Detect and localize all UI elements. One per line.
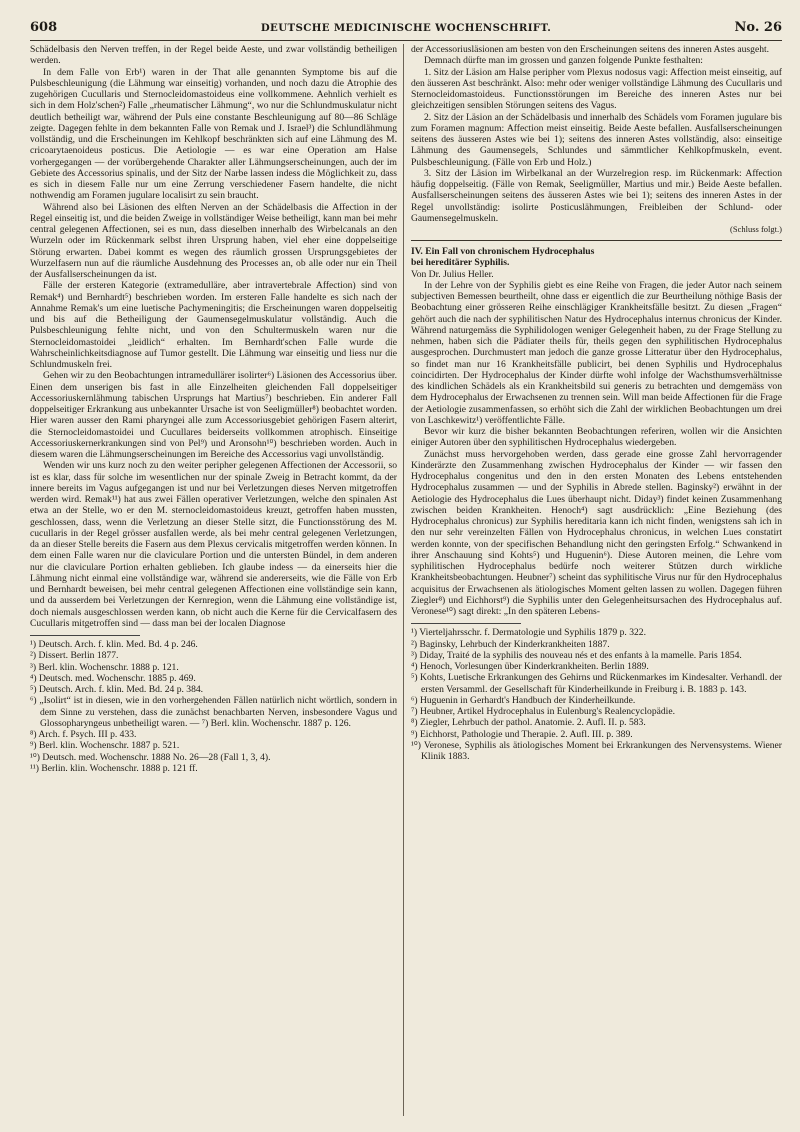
article-title-line-2: bei hereditärer Syphilis. bbox=[411, 257, 510, 269]
list-item: 3. Sitz der Läsion im Wirbelkanal an der Wurzelregion resp. im Rückenmark: Affection häufig doppelseitig. (Fälle von Remak, Seeligmüller, Martius und mir.) Beide Aeste befallen. Ausfallserscheinungen seitens des äusseren Astes wie bei 1); seitens des inneren Astes in der Regel unvollständig: isolirte Posticuslähmungen, Freibleiben der Schlund- oder Gaumensegelmuskeln. bbox=[411, 167, 782, 224]
article-rule bbox=[411, 240, 782, 241]
article-author: Von Dr. Julius Heller. bbox=[411, 268, 494, 280]
footnote: ⁹) Berl. klin. Wochenschr. 1887 p. 521. bbox=[30, 740, 180, 752]
paragraph: Schädelbasis den Nerven treffen, in der Regel beide Aeste, und zwar vollständig betheiligen werden. bbox=[30, 44, 397, 67]
continuation-note: (Schluss folgt.) bbox=[730, 224, 782, 234]
footnote: ⁵) Kohts, Luetische Erkrankungen des Gehirns und Rückenmarkes im Kindesalter. Verhandl. der ersten Versamml. der Gesellschaft für Kinderheilkunde in Freiburg i. B. 1883 p. 143. bbox=[411, 672, 782, 695]
paragraph: Bevor wir kurz die bisher bekannten Beobachtungen referiren, wollen wir die Ansichten einiger Autoren über den syphilitischen Hydrocephalus wiedergeben. bbox=[411, 426, 782, 449]
list-item: 1. Sitz der Läsion am Halse peripher vom Plexus nodosus vagi: Affection meist einseitig, auf den äusseren Ast beschränkt. Also: mehr oder weniger vollständige Lähmung des Cucullaris und Sternocleidomastoideus. Functionsstörungen im Bereiche des inneren Astes nur bei gleichzeitigen sensiblen Störungen seitens des Vagus. bbox=[411, 66, 782, 112]
paragraph: Während also bei Läsionen des elften Nerven an der Schädelbasis die Affection in der Regel einseitig ist, und die beiden Zweige in vollständiger Weise betheiligt, kann man bei mehr central gelegenen Affectionen, sei es nun, dass dieselben innerhalb des Wirbelcanals an den Wurzeln oder im Rückenmark selbst ihren Ursprung haben, viel eher eine doppelseitige Störung erwarten. Dabei kommt es wegen des räumlich grossen Ursprungsgebietes der Wurzelfasern nun auf die räumliche Ausdehnung des Processes an, ob alle oder nur ein Theil der Ausfallserscheinungen da ist. bbox=[30, 201, 397, 280]
footnote: ³) Berl. klin. Wochenschr. 1888 p. 121. bbox=[30, 661, 179, 673]
footnote: ⁹) Eichhorst, Pathologie und Therapie. 2. Aufl. III. p. 389. bbox=[411, 728, 633, 740]
footnote: ⁴) Deutsch. med. Wochenschr. 1885 p. 469. bbox=[30, 672, 196, 684]
footnote: ⁸) Ziegler, Lehrbuch der pathol. Anatomie. 2. Aufl. II. p. 583. bbox=[411, 717, 646, 729]
footnote: ¹) Vierteljahrsschr. f. Dermatologie und Syphilis 1879 p. 322. bbox=[411, 627, 647, 639]
paragraph: In dem Falle von Erb¹) waren in der That alle genannten Symptome bis auf die Pulsbeschleunigung (die Lähmung war einseitig) vorhanden, und noch dazu die Atrophie des zugehörigen Cucullaris und Sternocleidomastoideus eine vollkommene. Aehnlich verhielt es sich in dem Holz'schen²) Falle „rheumatischer Lähmung“, wo nur die Schlundmuskulatur nicht deutlich betheiligt war, während der Puls eine constante Beschleunigung auf 80—86 Schläge zeigte. Dagegen fehlte in dem bekannten Falle von Remak und J. Israel³) die Schlundlähmung vollständig, und die Erscheinungen im Kehlkopf beschränkten sich auf eine Lähmung des M. cricoarytaenoideus posticus. Die Aetiologie — es war eine Operation am Halse vorhergegangen — der vorübergehende Charakter aller Lähmungserscheinungen, auch der im Gebiete des Accessorius spinalis, und der Sitz der Narbe lassen indess die Möglichkeit zu, dass es sich in diesem Falle nur um eine Zerrung verschiedener Fasern handelte, die nicht nothwendig am Foramen jugulare localisirt zu sein braucht. bbox=[30, 66, 397, 202]
footnote: ⁶) „Isolirt“ ist in diesen, wie in den vorhergehenden Fällen natürlich nicht wörtlich, sondern in dem Sinne zu verstehen, dass die zunächst benachbarten Nerven, insbesondere Vagus und Glossopharyngeus unbetheiligt waren. — ⁷) Berl. klin. Wochenschr. 1887 p. 126. bbox=[30, 695, 397, 729]
list-item: 2. Sitz der Läsion an der Schädelbasis und innerhalb des Schädels vom Foramen jugulare bis zum Foramen magnum: Affection meist einseitig. Beide Aeste befallen. Ausfallserscheinungen seitens des äusseren Astes wie bei 1); seitens des inneren Astes vollständig, also: einseitige Lähmung des Gaumensegels, Schlundes und sämmtlicher Kehlkopfmuskeln, event. Pulsbeschleunigung. (Fälle von Erb und Holz.) bbox=[411, 111, 782, 168]
right-column bbox=[411, 44, 782, 1124]
footnote: ⁵) Deutsch. Arch. f. klin. Med. Bd. 24 p. 384. bbox=[30, 684, 204, 695]
paragraph: Demnach dürfte man im grossen und ganzen folgende Punkte festhalten: bbox=[424, 55, 703, 67]
footnote: ¹⁰) Veronese, Syphilis als ätiologisches Moment bei Erkrankungen des Nervensystems. Wiener Klinik 1883. bbox=[411, 739, 782, 762]
paragraph: Zunächst muss hervorgehoben werden, dass gerade eine grosse Zahl hervorragender Kinderärzte den Zusammenhang zwischen Hydrocephalus der Kinder — wir fassen den Hydrocephalus congenitus und den in den ersten Monaten des Lebens entstehenden Hydrocephalus zusammen — und der Syphilis in Abrede stellen. Baginsky²) erwähnt in der Aetiologie des Hydrocephalus die Lues überhaupt nicht. Diday³) findet keinen Zusammenhang zwischen beiden Krankheiten. Henoch⁴) sagt ausdrücklich: „Eine Beziehung (des Hydrocephalus chronicus) zur Syphilis hereditaria kann ich nicht finden, wenigstens sah ich in den nur sehr vereinzelten Fällen von Hydrocephalus chronicus, in welchen Lues constatirt werden konnte, von der specifischen Behandlung nicht den geringsten Erfolg.“ Schwankend in ihrer Anschauung sind Kohts⁵) und Huguenin⁶). Diese Autoren meinen, die Lehre vom syphilitischen Hydrocephalus bedürfe noch weiterer Stützen durch wirkliche Krankheitsbeobachtungen. Heubner⁷) scheint das syphilitische Virus nur für den Hydrocephalus acquisitus der Erwachsenen als ätiologisches Moment gelten lassen zu wollen. Dagegen führen Ziegler⁸) und Eichhorst⁹) die Syphilis unter den Gelegenheitsursachen des Hydrocephalus auf. Veronese¹⁰) sagt direkt: „In den späteren Lebens- bbox=[411, 448, 782, 617]
footnotes bbox=[30, 639, 397, 774]
footnote: ²) Dissert. Berlin 1877. bbox=[30, 650, 119, 662]
column-divider bbox=[403, 44, 404, 1116]
paragraph: In der Lehre von der Syphilis giebt es eine Reihe von Fragen, die jeder Autor nach seinem subjectiven Bemessen beurtheilt, ohne dass er eigentlich die zur Beurtheilung nöthige Basis der Beobachtung einer grösseren Reihe einschlägiger Krankheitsfälle besitzt. Zu diesen „Fragen“ gehört auch die nach der syphilitischen Natur des Hydrocephalus internus chronicus der Kinder. Während naturgemäss die Syphilidologen weniger Gelegenheit haben, zu der Frage Stellung zu nehmen, haben sich die Pädiater theils für, theils gegen den syphilitischen Hydrocephalus ausgesprochen. Durchmustert man jedoch die ganze grosse Litteratur über den Hydrocephalus, so findet man nur 16 Krankheitsfälle publicirt, bei denen Syphilis und Hydrocephalus coincidirten. Der Hydrocephalus der Kinder dürfte wohl infolge der Wachsthumsverhältnisse des kindlichen Schädels als ein Krankheitsbild sui generis zu betrachten und demgemäss von dem Hydrocephalus der Erwachsenen zu trennen sein. Will man beide Affectionen für die Frage der Aetiologie zusammenfassen, so erhöht sich die Zahl der wirklichen Beobachtungen um drei von Laschkewitz¹) veröffentlichte Fälle. bbox=[411, 279, 782, 426]
footnote: ¹⁰) Deutsch. med. Wochenschr. 1888 No. 26—28 (Fall 1, 3, 4). bbox=[30, 751, 271, 763]
footnote: ³) Diday, Traité de la syphilis des nouveau nés et des enfants à la mamelle. Paris 1854. bbox=[411, 649, 742, 661]
header-rule bbox=[30, 40, 782, 41]
page-number: 608 bbox=[30, 20, 58, 35]
page-header bbox=[30, 20, 782, 38]
footnote: ⁴) Henoch, Vorlesungen über Kinderkrankheiten. Berlin 1889. bbox=[411, 661, 649, 672]
journal-title: DEUTSCHE MEDICINISCHE WOCHENSCHRIFT. bbox=[260, 22, 552, 34]
paragraph: Fälle der ersteren Kategorie (extramedulläre, aber intravertebrale Affection) sind von Remak⁴) und Bernhardt⁵) beschrieben worden. Im ersteren Falle handelte es sich nach der Annahme Remak's um eine luetische Pachymeningitis; die Erscheinungen waren doppelseitig und bis auf die Betheiligung der Gaumensegelmuskulatur vollständig. Auch die Pulsbeschleunigung fehlte nicht, und von den Schultermuskeln waren nur die Sternocleidomastoidei „leidlich“ erhalten. Im Bernhardt'schen Falle wurde die Wahrscheinlichkeitsdiagnose auf Tumor gestellt. Die Lähmung war einseitig und liess nur die Schlundmuskeln frei. bbox=[30, 280, 397, 370]
issue-number: No. 26 bbox=[734, 20, 782, 35]
article-title-line-1: IV. Ein Fall von chronischem Hydrocephalus bbox=[411, 246, 595, 257]
paragraph: Wenden wir uns kurz noch zu den weiter peripher gelegenen Affectionen der Accessorii, so ist es klar, dass für solche im wesentlichen nur der spinale Zweig in Betracht kommt, da der innere bereits im Vagus aufgegangen ist und nur bei Verletzungen dieses Nerven mitgetroffen werden wird. Remak¹¹) hat aus zwei Fällen operativer Verletzungen, welche den spinalen Ast etwa an der Stelle, wo er den M. sternocleidomastoideus kreuzt, getroffen haben mussten, geschlossen, dass, wenn die Verletzung an dieser Stelle sitzt, die Functionsstörung des M. cucullaris in der Regel grösser ausfallen werde, als bei mehr central gelegenen Verletzungen, da an dieser Stelle bereits die Fasern aus dem Plexus cervicalis mitgetroffen werden können. In dem einen Falle waren nur die claviculare Portion und die untersten Bündel, in dem anderen nur die claviculare Portion erhalten geblieben. Ich glaube indess — da einerseits hier die Lähmung nicht einmal eine vollständige war, während sie andererseits, wie die Fälle von Erb und Bernhardt beweisen, bei mehr central gelegenen Affectionen eine vollständige sein kann, und da ausserdem bei Verletzungen der Kernregion, wenn die Lähmung eine vollständige ist, doch niemals ausgeschlossen werden kann, ob nicht auch die Kerne für die Cervicalfasern des Cucullaris mitgetroffen sind — dass man bei der localen Diagnose bbox=[30, 460, 397, 629]
left-column bbox=[30, 44, 397, 1124]
footnote: ¹) Deutsch. Arch. f. klin. Med. Bd. 4 p. 246. bbox=[30, 639, 198, 650]
paragraph: Gehen wir zu den Beobachtungen intramedullärer isolirter⁶) Läsionen des Accessorius über. Einen dem unserigen bis fast in alle Einzelheiten gleichenden Fall doppelseitiger Accessoriuskernlähmung tabischen Ursprungs hat Martius⁷) beschrieben. Ein anderer Fall doppelseitiger Erkrankung aus unbekannter Ursache ist von Seeligmüller⁸) beobachtet worden. Hier waren ausser den Rami pharyngei alle zum Accessoriusgebiet gehörigen Fasern alterirt, die Sternocleidomastoidei und Cucullares beiderseits vollkommen atrophisch. Einseitige Accessoriuskernerkrankungen sind von Pel⁹) und Aronsohn¹⁰) beschrieben worden. Auch in diesem waren die Lähmungserscheinungen im Bereiche des Accessorius vagi unvollständig. bbox=[30, 370, 397, 460]
footnote: ⁸) Arch. f. Psych. III p. 433. bbox=[30, 729, 137, 740]
paragraph: der Accessoriusläsionen am besten von den Erscheinungen seitens des inneren Astes ausgeht. bbox=[411, 44, 770, 55]
footnote-rule bbox=[30, 635, 140, 636]
footnote-rule bbox=[411, 623, 521, 624]
footnotes bbox=[411, 627, 782, 762]
footnote: ⁶) Huguenin in Gerhardt's Handbuch der Kinderheilkunde. bbox=[411, 694, 636, 706]
footnote: ⁷) Heubner, Artikel Hydrocephalus in Eulenburg's Realencyclopädie. bbox=[411, 706, 675, 717]
footnote: ¹¹) Berlin. klin. Wochenschr. 1888 p. 121 ff. bbox=[30, 762, 198, 774]
footnote: ²) Baginsky, Lehrbuch der Kinderkrankheiten 1887. bbox=[411, 638, 610, 650]
